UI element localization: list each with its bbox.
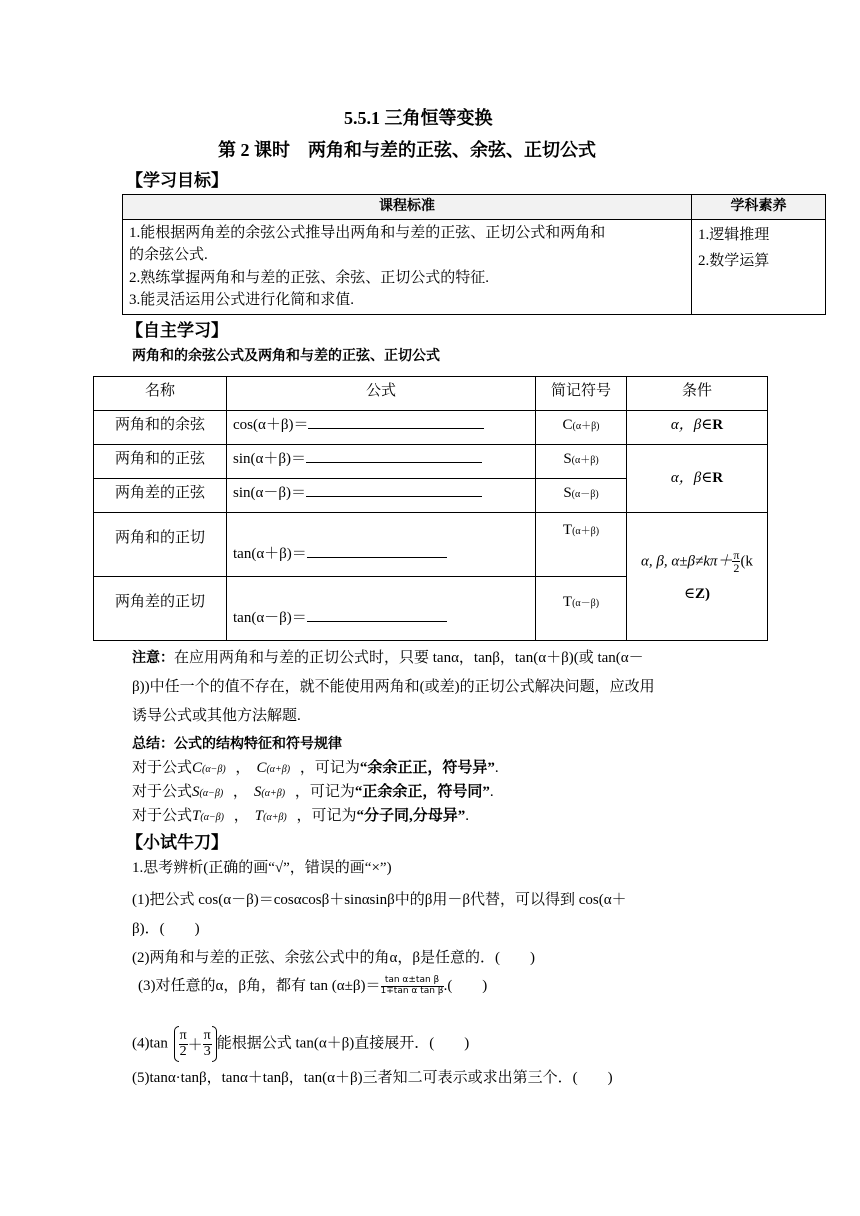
summary-end: . — [494, 760, 499, 776]
exercise-q3-tail: .( ) — [443, 978, 488, 994]
symbol-cell — [536, 411, 627, 445]
symbol-letter: T — [562, 594, 573, 610]
literacy-item: 1.逻辑推理 — [698, 226, 770, 243]
formula-symbol: C — [192, 760, 203, 776]
formula-section-title: 两角和的余弦公式及两角和与差的正弦、正切公式 — [132, 348, 440, 364]
formula-cell — [227, 479, 536, 513]
formula-name-cell: 两角和的余弦 — [94, 411, 227, 445]
symbol-letter: T — [562, 522, 573, 538]
formula-cell — [227, 411, 536, 445]
formula-cell — [227, 513, 536, 577]
standard-line: 3.能灵活运用公式进行化简和求值. — [129, 292, 355, 309]
summary-end: . — [465, 808, 470, 824]
note-line — [132, 646, 644, 667]
formula-symbol-sub: (α+β) — [263, 812, 287, 823]
summary-mid: ，可记为 — [296, 808, 357, 824]
page-subtitle: 第 2 课时 两角和与差的正弦、余弦、正切公式 — [218, 140, 596, 160]
summary-row — [132, 780, 494, 801]
symbol-cell — [536, 445, 627, 479]
summary-rule: “分子同,分母异” — [356, 808, 466, 824]
formula-symbol-sub: (α−β) — [199, 788, 224, 799]
formula-header-name: 名称 — [94, 377, 227, 411]
summary-prefix: 对于公式 — [132, 760, 193, 776]
fraction-numerator: π — [179, 1027, 187, 1043]
tan-sum-fraction — [381, 976, 444, 997]
fraction-denominator: 2 — [733, 561, 740, 576]
summary-prefix: 对于公式 — [132, 784, 193, 800]
summary-mid: ，可记为 — [299, 760, 360, 776]
fraction-denominator: 1∓tan α tan β — [380, 986, 444, 997]
pi-over-2-fraction — [179, 1029, 188, 1059]
exercise-intro: 1.思考辨析(正确的画“√”，错误的画“×”) — [132, 860, 392, 876]
exercise-q4 — [132, 1026, 469, 1062]
note-label: 注意： — [132, 650, 174, 666]
condition-text: (k — [740, 553, 753, 570]
section-header-self-study: 【自主学习】 — [126, 321, 228, 341]
summary-rule: “余余正正，符号异” — [359, 760, 495, 776]
formula-header-condition: 条件 — [627, 377, 768, 411]
fraction-numerator: π — [733, 547, 740, 562]
formula-symbol-sub: (α−β) — [200, 812, 224, 823]
symbol-cell — [536, 479, 627, 513]
exercise-q3-text: (3)对任意的α，β角，都有 tan (α±β)＝ — [138, 978, 381, 994]
summary-row — [132, 804, 469, 825]
symbol-letter: S — [563, 451, 572, 467]
goals-header-literacy: 学科素养 — [692, 195, 826, 220]
formula-text: sin(α－β)＝ — [233, 485, 306, 501]
symbol-sub: (α－β) — [571, 489, 599, 500]
formula-symbol: T — [192, 808, 201, 824]
formula-header-symbol: 简记符号 — [536, 377, 627, 411]
formula-symbol-sub: (α+β) — [261, 788, 286, 799]
exercise-q1-line: β)．( ) — [132, 921, 200, 937]
plus-sign: ＋ — [187, 1037, 203, 1054]
summary-rule: “正余余正，符号同” — [354, 784, 490, 800]
note-line: 诱导公式或其他方法解题. — [132, 708, 301, 724]
answer-blank[interactable] — [307, 545, 447, 558]
fraction-numerator: tan α±tan β — [381, 976, 444, 987]
summary-row — [132, 756, 499, 777]
answer-blank[interactable] — [306, 450, 482, 463]
summary-end: . — [489, 784, 494, 800]
goals-table — [122, 194, 826, 315]
formula-table — [93, 376, 768, 641]
summary-title: 总结：公式的结构特征和符号规律 — [132, 736, 342, 752]
exercise-q1-line: (1)把公式 cos(α－β)＝cosαcosβ＋sinαsinβ中的β用－β代替，可以得到 cos(α＋ — [132, 892, 627, 908]
condition-cell-tan — [627, 513, 768, 641]
symbol-cell — [536, 513, 627, 577]
pi-over-3-fraction — [203, 1029, 212, 1059]
formula-text: cos(α＋β)＝ — [233, 417, 309, 433]
condition-cell-sin — [627, 445, 768, 513]
condition-set: R — [712, 417, 724, 433]
symbol-cell — [536, 577, 627, 641]
summary-prefix: 对于公式 — [132, 808, 193, 824]
answer-blank[interactable] — [308, 416, 484, 429]
formula-symbol-sub: (α−β) — [202, 764, 226, 775]
exercise-q2: (2)两角和与差的正弦、余弦公式中的角α，β是任意的．( ) — [132, 950, 535, 966]
formula-cell — [227, 577, 536, 641]
literacy-item: 2.数学运算 — [698, 252, 770, 269]
symbol-sub: (α＋β) — [572, 526, 600, 537]
separator: ， — [235, 760, 251, 776]
separator: ， — [232, 784, 248, 800]
standard-line: 的余弦公式. — [129, 247, 208, 264]
formula-text: tan(α－β)＝ — [233, 609, 307, 626]
standard-line: 2.熟练掌握两角和与差的正弦、余弦、正切公式的特征. — [129, 269, 490, 286]
formula-symbol: T — [254, 808, 264, 824]
formula-name-cell: 两角差的正切 — [94, 577, 227, 641]
symbol-letter: C — [562, 417, 573, 433]
section-header-goals: 【学习目标】 — [126, 171, 228, 191]
formula-header-formula: 公式 — [227, 377, 536, 411]
symbol-sub: (α＋β) — [572, 421, 600, 432]
condition-text: ∈ — [683, 585, 696, 602]
symbol-sub: (α－β) — [572, 598, 600, 609]
page-title: 5.5.1 三角恒等变换 — [344, 108, 493, 128]
separator: ， — [233, 808, 249, 824]
condition-text: α，β∈ — [670, 469, 713, 486]
answer-blank[interactable] — [306, 484, 482, 497]
goals-literacy-cell — [692, 219, 826, 314]
formula-cell — [227, 445, 536, 479]
note-line: β))中任一个的值不存在，就不能使用两角和(或差)的正切公式解决问题，应改用 — [132, 679, 655, 695]
section-header-practice: 【小试牛刀】 — [126, 833, 228, 853]
exercise-q5: (5)tanα·tanβ，tanα＋tanβ，tan(α＋β)三者知二可表示或求出第三个．( ) — [132, 1070, 613, 1086]
formula-symbol: S — [192, 784, 200, 800]
symbol-sub: (α＋β) — [571, 455, 599, 466]
exercise-q3 — [138, 974, 487, 997]
formula-name-cell: 两角差的正弦 — [94, 479, 227, 513]
goals-standards-cell — [123, 219, 692, 314]
answer-blank[interactable] — [307, 609, 447, 622]
formula-text: tan(α＋β)＝ — [233, 545, 307, 562]
formula-symbol-sub: (α+β) — [266, 764, 291, 775]
symbol-letter: S — [563, 485, 572, 501]
condition-set: Z) — [695, 585, 711, 602]
condition-set: R — [712, 469, 724, 486]
exercise-q4-text: 能根据公式 tan(α＋β)直接展开．( ) — [216, 1035, 470, 1052]
formula-name-cell: 两角和的正切 — [94, 513, 227, 577]
formula-symbol: C — [256, 760, 267, 776]
note-text: 在应用两角和与差的正切公式时，只要 tanα，tanβ，tan(α＋β)(或 tan(α－ — [174, 650, 644, 666]
goals-header-standard: 课程标准 — [123, 195, 692, 220]
formula-text: sin(α＋β)＝ — [233, 451, 306, 467]
condition-cell-cos — [627, 411, 768, 445]
fraction-denominator: 2 — [179, 1043, 187, 1059]
fraction-numerator: π — [203, 1027, 211, 1043]
condition-text: α, β, α±β≠kπ＋ — [641, 553, 733, 570]
exercise-q4-prefix: (4)tan — [132, 1035, 168, 1052]
condition-text: α，β∈ — [670, 417, 713, 433]
fraction-denominator: 3 — [203, 1043, 211, 1059]
standard-line: 1.能根据两角差的余弦公式推导出两角和与差的正弦、正切公式和两角和 — [129, 224, 606, 241]
formula-symbol: S — [253, 784, 262, 800]
formula-name-cell: 两角和的正弦 — [94, 445, 227, 479]
summary-mid: ，可记为 — [294, 784, 355, 800]
